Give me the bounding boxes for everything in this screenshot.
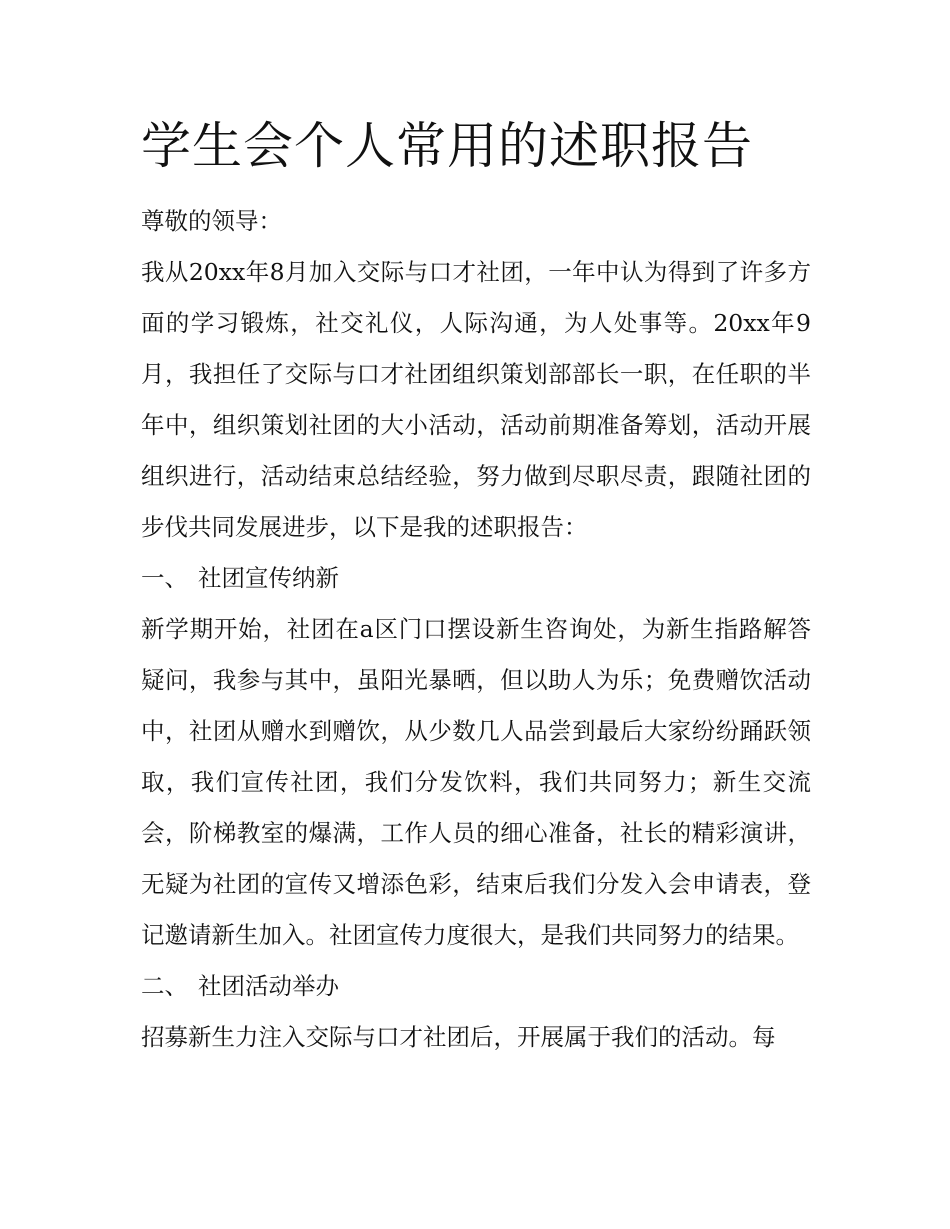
- section-number-1: 一、: [141, 564, 188, 592]
- section-paragraph-1: 新学期开始，社团在a区门口摆设新生咨询处，为新生指路解答疑问，我参与其中，虽阳光暴晒，但以助人为乐；免费赠饮活动中，社团从赠水到赠饮，从少数几人品尝到最后大家纷纷踊跃领取，我们宣传社团，我们分发饮料，我们共同努力；新生交流会，阶梯教室的爆满，工作人员的细心准备，社长的精彩演讲，无疑为社团的宣传又增添色彩，结束后我们分发入会申请表，登记邀请新生加入。社团宣传力度很大，是我们共同努力的结果。: [141, 615, 811, 949]
- section-paragraph-2: 招募新生力注入交际与口才社团后，开展属于我们的活动。每: [141, 1023, 776, 1051]
- salutation: 尊敬的领导：: [141, 207, 282, 235]
- document-title: 学生会个人常用的述职报告: [141, 117, 753, 175]
- section-heading-2: [141, 961, 811, 1012]
- section-title-2: 社团活动举办: [198, 972, 339, 1000]
- document-body: [141, 110, 811, 1063]
- intro-paragraph: 我从20xx年8月加入交际与口才社团，一年中认为得到了许多方面的学习锻炼，社交礼仪，人际沟通，为人处事等。20xx年9月，我担任了交际与口才社团组织策划部部长一职，在任职的半年中，组织策划社团的大小活动，活动前期准备筹划，活动开展组织进行，活动结束总结经验，努力做到尽职尽责，跟随社团的步伐共同发展进步，以下是我的述职报告：: [141, 258, 811, 541]
- section-heading-1: [141, 553, 811, 604]
- section-title-1: 社团宣传纳新: [198, 564, 339, 592]
- section-number-2: 二、: [141, 972, 188, 1000]
